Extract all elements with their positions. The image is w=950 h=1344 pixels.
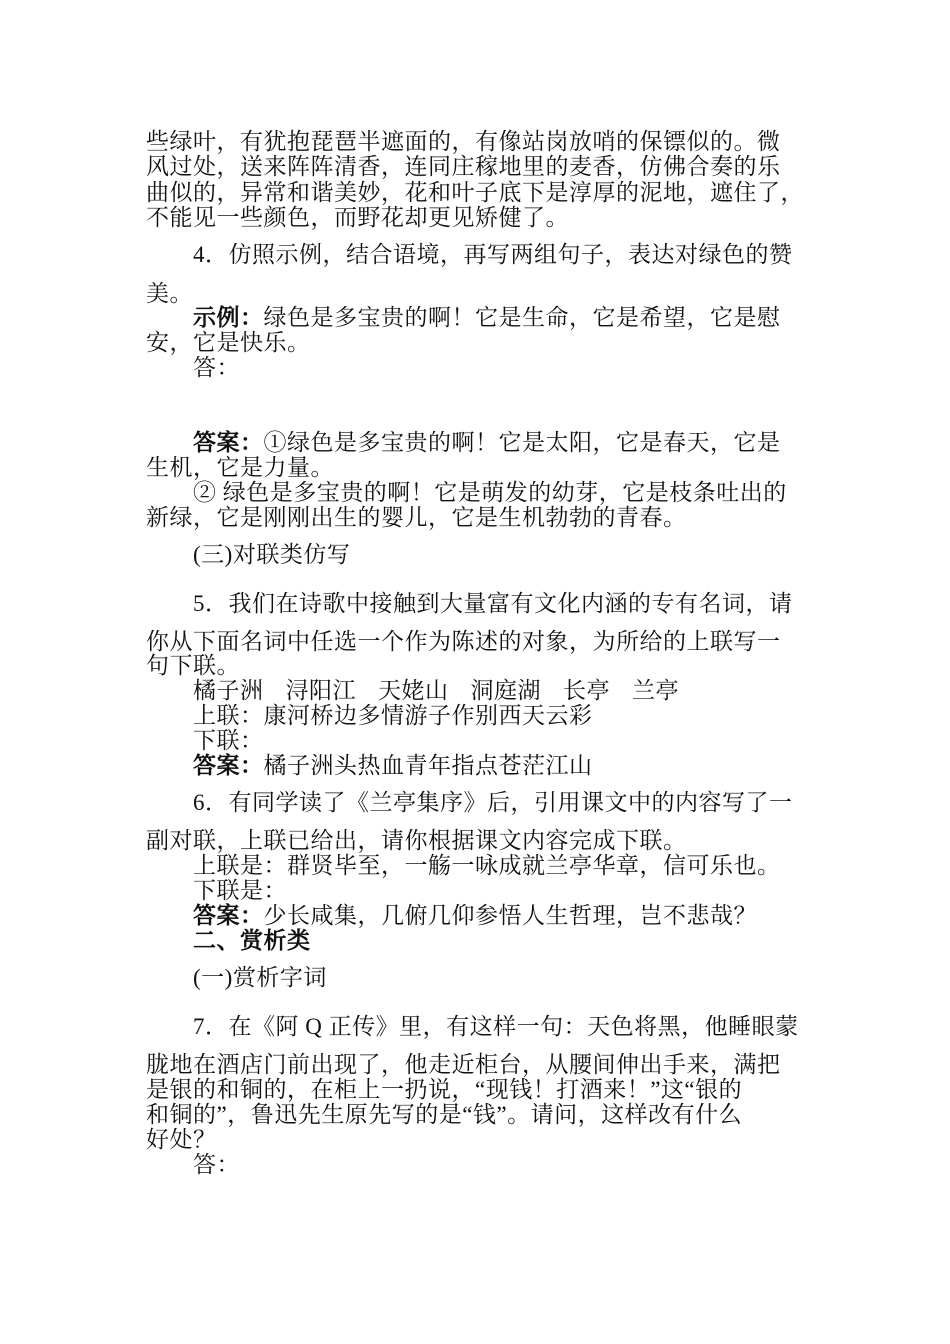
q7-line-3: 是银的和铜的，在柜上一扔说，“现钱！打酒来！”这“银的 [146,1077,743,1102]
q5-answer-label: 答案： [193,753,264,778]
q4-example-line-2: 安，它是快乐。 [146,330,311,355]
q4-answer-prompt: 答： [193,355,240,380]
q7-line-4: 和铜的”，鲁迅先生原先写的是“钱”。请问，这样改有什么 [146,1102,743,1127]
q4-answer-line-4: 新绿，它是刚刚出生的婴儿，它是生机勃勃的青春。 [146,505,687,530]
q7-answer-prompt: 答： [193,1152,240,1177]
q5-answer-text: 橘子洲头热血青年指点苍茫江山 [263,753,593,778]
q5-term: 洞庭湖 [470,678,541,703]
q5-term: 长亭 [563,678,610,703]
q5-lower-couplet: 下联： [193,728,264,753]
q6-lower-couplet: 下联是： [193,878,287,903]
q6-answer-text: 少长咸集，几俯几仰参悟人生哲理，岂不悲哉？ [263,903,757,928]
q5-term: 天姥山 [378,678,449,703]
q6-answer-label: 答案： [193,903,264,928]
passage-line-3: 曲似的，异常和谐美妙，花和叶子底下是淳厚的泥地，遮住了， [146,180,804,205]
part-title-appreciation: 二、赏析类 [193,928,311,953]
q7-line-1: 7．在《阿 Q 正传》里，有这样一句：天色将黑，他睡眼蒙 [193,1014,799,1039]
q6-line-2: 副对联，上联已给出，请你根据课文内容完成下联。 [146,828,687,853]
q7-line-2: 胧地在酒店门前出现了，他走近柜台，从腰间伸出手来，满把 [146,1052,781,1077]
q4-example-text: 绿色是多宝贵的啊！它是生命，它是希望，它是慰 [263,305,781,330]
q6-line-1: 6．有同学读了《兰亭集序》后，引用课文中的内容写了一 [193,790,793,815]
q5-line-3: 句下联。 [146,653,240,678]
q6-upper-couplet: 上联是：群贤毕至，一觞一咏成就兰亭华章，信可乐也。 [193,853,781,878]
section-title-couplet: (三)对联类仿写 [193,542,351,567]
q4-example-label: 示例： [193,305,264,330]
q4-answer-line-3: ② 绿色是多宝贵的啊！它是萌发的幼芽，它是枝条吐出的 [193,480,787,505]
q4-answer-line-2: 生机，它是力量。 [146,455,334,480]
q5-term: 浔阳江 [285,678,356,703]
q4-line-1: 4．仿照示例，结合语境，再写两组句子，表达对绿色的赞 [193,242,793,267]
q5-answer-line [193,747,593,780]
q5-line-2: 你从下面名词中任选一个作为陈述的对象，为所给的上联写一 [146,629,781,654]
passage-line-1: 些绿叶，有犹抱琵琶半遮面的，有像站岗放哨的保镖似的。微 [146,129,781,154]
q5-term: 兰亭 [632,678,679,703]
q4-answer-label: 答案： [193,430,264,455]
q4-answer1-text: ①绿色是多宝贵的啊！它是太阳，它是春天，它是 [263,430,781,455]
q7-line-5: 好处？ [146,1127,217,1152]
q5-line-1: 5．我们在诗歌中接触到大量富有文化内涵的专有名词，请 [193,591,793,616]
section-title-word-appreciation: (一)赏析字词 [193,965,327,990]
q4-line-2: 美。 [146,281,193,306]
q5-term: 橘子洲 [193,678,264,703]
q5-upper-couplet: 上联：康河桥边多情游子作别西天云彩 [193,703,593,728]
passage-line-4: 不能见一些颜色，而野花却更见矫健了。 [146,205,569,230]
passage-line-2: 风过处，送来阵阵清香，连同庄稼地里的麦香，仿佛合奏的乐 [146,154,781,179]
